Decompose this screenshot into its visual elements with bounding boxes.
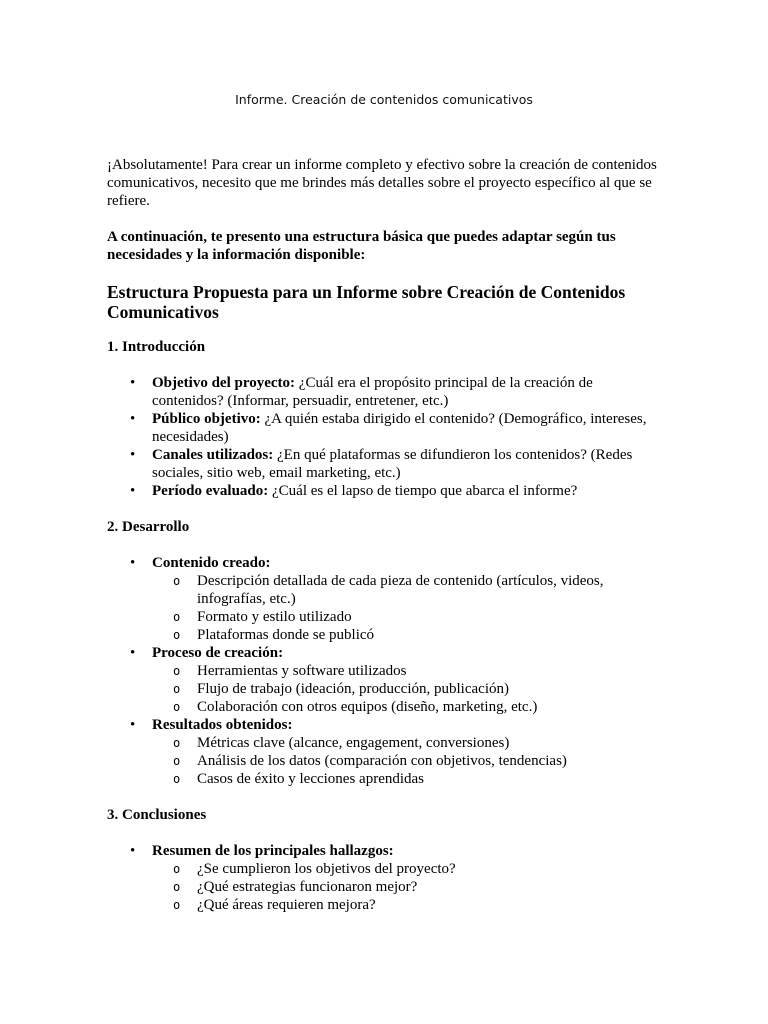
page-header: Informe. Creación de contenidos comunicativos	[235, 92, 533, 107]
sub-list-item: o ¿Qué áreas requieren mejora?	[197, 896, 667, 914]
section-list	[107, 374, 667, 500]
sub-list-item: o Colaboración con otros equipos (diseño, marketing, etc.)	[197, 698, 667, 716]
item-label: Proceso de creación:	[152, 645, 284, 661]
section-list	[107, 842, 667, 914]
list-item	[152, 410, 667, 446]
item-label: Resumen de los principales hallazgos:	[152, 843, 394, 859]
sub-list-item: o ¿Qué estrategias funcionaron mejor?	[197, 878, 667, 896]
intro-paragraph: ¡Absolutamente! Para crear un informe completo y efectivo sobre la creación de contenidos comunicativos, necesito que me brindes más detalles sobre el proyecto específico al que se refiere.	[107, 157, 657, 209]
sub-list-item: o ¿Se cumplieron los objetivos del proyecto?	[197, 860, 667, 878]
document-body	[107, 156, 667, 932]
section-title: 3. Conclusiones	[107, 807, 207, 823]
item-text: ¿En qué plataformas se difundieron los contenidos? (Redes sociales, sitio web, email marketing, etc.)	[152, 447, 633, 481]
sub-list-item: o Formato y estilo utilizado	[197, 608, 667, 626]
item-label: Contenido creado:	[152, 555, 271, 571]
sub-list-item: o Casos de éxito y lecciones aprendidas	[197, 770, 667, 788]
section-title: 2. Desarrollo	[107, 519, 190, 535]
item-label: Resultados obtenidos:	[152, 717, 293, 733]
section-list	[107, 554, 667, 788]
sub-list-item: o Herramientas y software utilizados	[197, 662, 667, 680]
item-text: ¿Cuál era el propósito principal de la creación de contenidos? (Informar, persuadir, entretener, etc.)	[152, 375, 593, 409]
list-item	[152, 482, 667, 500]
list-item	[152, 716, 667, 788]
item-label: Período evaluado:	[152, 483, 269, 499]
item-label: Objetivo del proyecto:	[152, 375, 296, 391]
sub-list	[152, 860, 667, 914]
sub-list-item: o Métricas clave (alcance, engagement, conversiones)	[197, 734, 667, 752]
list-item	[152, 446, 667, 482]
item-label: Público objetivo:	[152, 411, 261, 427]
sub-list-item: o Plataformas donde se publicó	[197, 626, 667, 644]
sub-list	[152, 572, 667, 644]
item-label: Canales utilizados:	[152, 447, 274, 463]
list-item	[152, 842, 667, 914]
list-item	[152, 644, 667, 716]
structure-intro-paragraph: A continuación, te presento una estructura básica que puedes adaptar según tus necesidades y la información disponible:	[107, 229, 616, 263]
document-heading: Estructura Propuesta para un Informe sobre Creación de Contenidos Comunicativos	[107, 282, 626, 322]
item-text: ¿A quién estaba dirigido el contenido? (Demográfico, intereses, necesidades)	[152, 411, 647, 445]
list-item	[152, 374, 667, 410]
section-title: 1. Introducción	[107, 339, 206, 355]
sub-list-item: o Análisis de los datos (comparación con objetivos, tendencias)	[197, 752, 667, 770]
list-item	[152, 554, 667, 644]
sub-list	[152, 734, 667, 788]
item-text: ¿Cuál es el lapso de tiempo que abarca el informe?	[268, 483, 578, 499]
sub-list	[152, 662, 667, 716]
sub-list-item: o Descripción detallada de cada pieza de contenido (artículos, videos, infografías, etc.)	[197, 572, 667, 608]
sub-list-item: o Flujo de trabajo (ideación, producción, publicación)	[197, 680, 667, 698]
